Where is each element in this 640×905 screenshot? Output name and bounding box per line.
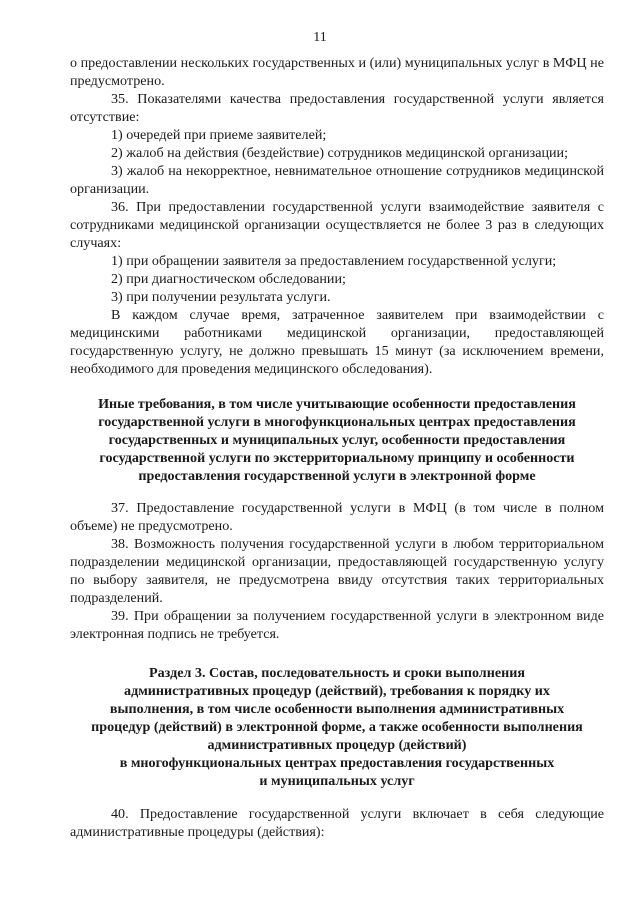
heading-line: административных процедур (действий), требования к порядку их (124, 683, 550, 699)
heading-line: государственной услуги в многофункциональных центрах предоставления (98, 414, 576, 430)
list-item-36-2: 2) при диагностическом обследовании; (111, 271, 346, 287)
section-part-3 (70, 805, 604, 841)
heading-line: выполнения, в том числе особенности выполнения административных (109, 701, 565, 717)
paragraph-36-note: В каждом случае время, затраченное заявителем при взаимодействии с медицинскими работниками медицинской организации, предоставляющей государственную услугу, не должно превышать 15 минут (за исключением времени, необходимого для проведения медицинского обследования). (70, 307, 604, 377)
heading-line: государственной услуги по экстерриториальному принципу и особенности (99, 450, 575, 466)
list-item-36-3: 3) при получении результата услуги. (111, 289, 331, 305)
document-body (70, 54, 604, 841)
paragraph-35: 35. Показателями качества предоставления государственной услуги является отсутствие: (70, 91, 604, 125)
heading-line: процедур (действий) в электронной форме, а также особенности выполнения (91, 719, 583, 735)
heading-line: в многофункциональных центрах предоставления государственных (119, 755, 555, 771)
section-quality (70, 54, 604, 378)
heading-line: Иные требования, в том числе учитывающие особенности предоставления (98, 396, 576, 412)
paragraph-37: 37. Предоставление государственной услуги в МФЦ (в том числе в полном объеме) не предусмотрено. (70, 500, 604, 534)
paragraph-34-end: о предоставлении нескольких государственных и (или) муниципальных услуг в МФЦ не предусмотрено. (70, 55, 604, 89)
paragraph-40: 40. Предоставление государственной услуги включает в себя следующие административные процедуры (действия): (70, 806, 604, 840)
list-item-35-2: 2) жалоб на действия (бездействие) сотрудников медицинской организации; (111, 145, 569, 161)
page-number: 11 (313, 30, 327, 45)
heading-line: государственных и муниципальных услуг, особенности предоставления (108, 432, 566, 448)
heading-line: Раздел 3. Состав, последовательность и сроки выполнения (149, 665, 525, 681)
heading-line: и муниципальных услуг (259, 773, 415, 789)
heading-line: предоставления государственной услуги в электронной форме (138, 468, 536, 484)
section-heading-part-3 (70, 664, 604, 790)
paragraph-39: 39. При обращении за получением государственной услуги в электронном виде электронная подпись не требуется. (70, 608, 604, 642)
section-other-requirements (70, 499, 604, 643)
paragraph-38: 38. Возможность получения государственной услуги в любом территориальном подразделении медицинской организации, предоставляющей государственную услугу по выбору заявителя, не предусмотрена ввиду отсутствия таких территориальных подразделений. (70, 536, 604, 606)
list-item-35-3: 3) жалоб на некорректное, невнимательное отношение сотрудников медицинской организации. (70, 163, 604, 197)
heading-line: административных процедур (действий) (207, 737, 467, 753)
list-item-36-1: 1) при обращении заявителя за предоставлением государственной услуги; (111, 253, 557, 269)
list-item-35-1: 1) очередей при приеме заявителей; (111, 127, 327, 143)
paragraph-36: 36. При предоставлении государственной услуги взаимодействие заявителя с сотрудниками медицинской организации осуществляется не более 3 раз в следующих случаях: (70, 199, 604, 251)
section-heading-other-requirements (70, 395, 604, 485)
